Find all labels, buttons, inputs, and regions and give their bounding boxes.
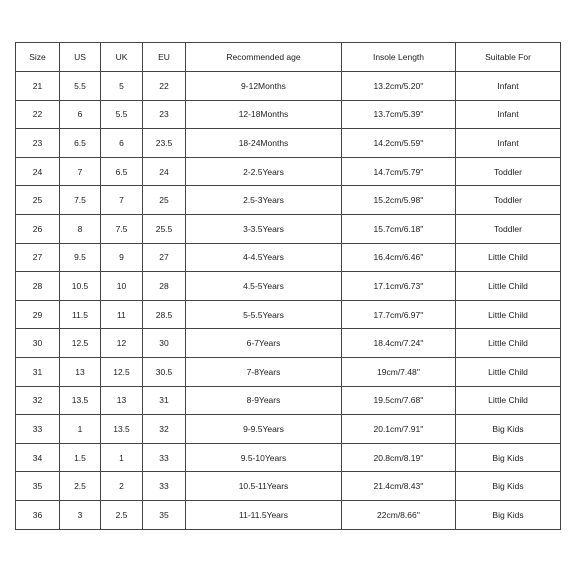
cell-us: 10.5: [60, 272, 101, 301]
cell-eu: 33: [143, 443, 186, 472]
cell-recommended-age: 9-9.5Years: [186, 415, 342, 444]
cell-size: 26: [16, 214, 60, 243]
cell-recommended-age: 4-4.5Years: [186, 243, 342, 272]
cell-suitable-for: Big Kids: [456, 443, 561, 472]
cell-eu: 28.5: [143, 300, 186, 329]
cell-insole-length: 15.7cm/6.18'': [342, 214, 456, 243]
table-body: [16, 72, 561, 530]
cell-eu: 30: [143, 329, 186, 358]
cell-insole-length: 22cm/8.66'': [342, 500, 456, 529]
table-row: [16, 272, 561, 301]
cell-eu: 23: [143, 100, 186, 129]
cell-insole-length: 19cm/7.48'': [342, 357, 456, 386]
cell-uk: 2: [101, 472, 143, 501]
cell-recommended-age: 7-8Years: [186, 357, 342, 386]
cell-size: 30: [16, 329, 60, 358]
cell-insole-length: 13.7cm/5.39'': [342, 100, 456, 129]
cell-size: 21: [16, 72, 60, 101]
cell-us: 13.5: [60, 386, 101, 415]
cell-recommended-age: 18-24Months: [186, 129, 342, 158]
cell-uk: 7.5: [101, 214, 143, 243]
cell-size: 29: [16, 300, 60, 329]
cell-us: 2.5: [60, 472, 101, 501]
cell-size: 32: [16, 386, 60, 415]
cell-eu: 32: [143, 415, 186, 444]
cell-suitable-for: Little Child: [456, 243, 561, 272]
cell-recommended-age: 2-2.5Years: [186, 157, 342, 186]
cell-size: 24: [16, 157, 60, 186]
table-row: [16, 157, 561, 186]
cell-us: 7: [60, 157, 101, 186]
table-row: [16, 186, 561, 215]
cell-eu: 25.5: [143, 214, 186, 243]
cell-eu: 35: [143, 500, 186, 529]
cell-uk: 13.5: [101, 415, 143, 444]
cell-uk: 13: [101, 386, 143, 415]
cell-us: 8: [60, 214, 101, 243]
cell-uk: 5: [101, 72, 143, 101]
cell-us: 1.5: [60, 443, 101, 472]
table-row: [16, 214, 561, 243]
cell-eu: 22: [143, 72, 186, 101]
cell-suitable-for: Big Kids: [456, 472, 561, 501]
cell-suitable-for: Little Child: [456, 300, 561, 329]
cell-insole-length: 14.7cm/5.79'': [342, 157, 456, 186]
cell-uk: 12.5: [101, 357, 143, 386]
cell-size: 27: [16, 243, 60, 272]
table-row: [16, 472, 561, 501]
cell-size: 25: [16, 186, 60, 215]
table-row: [16, 72, 561, 101]
cell-uk: 1: [101, 443, 143, 472]
cell-uk: 6.5: [101, 157, 143, 186]
cell-size: 22: [16, 100, 60, 129]
cell-recommended-age: 3-3.5Years: [186, 214, 342, 243]
cell-recommended-age: 9-12Months: [186, 72, 342, 101]
cell-us: 1: [60, 415, 101, 444]
cell-eu: 31: [143, 386, 186, 415]
cell-us: 7.5: [60, 186, 101, 215]
cell-suitable-for: Toddler: [456, 186, 561, 215]
cell-uk: 6: [101, 129, 143, 158]
cell-eu: 24: [143, 157, 186, 186]
cell-uk: 11: [101, 300, 143, 329]
cell-us: 3: [60, 500, 101, 529]
cell-recommended-age: 10.5-11Years: [186, 472, 342, 501]
cell-suitable-for: Infant: [456, 72, 561, 101]
cell-suitable-for: Little Child: [456, 386, 561, 415]
cell-insole-length: 15.2cm/5.98'': [342, 186, 456, 215]
cell-size: 35: [16, 472, 60, 501]
cell-us: 6.5: [60, 129, 101, 158]
cell-suitable-for: Little Child: [456, 272, 561, 301]
cell-insole-length: 16.4cm/6.46'': [342, 243, 456, 272]
cell-us: 9.5: [60, 243, 101, 272]
table-row: [16, 415, 561, 444]
table-row: [16, 329, 561, 358]
cell-recommended-age: 5-5.5Years: [186, 300, 342, 329]
cell-us: 11.5: [60, 300, 101, 329]
cell-suitable-for: Little Child: [456, 329, 561, 358]
header-uk: UK: [101, 43, 143, 72]
cell-uk: 12: [101, 329, 143, 358]
header-recommended-age: Recommended age: [186, 43, 342, 72]
cell-suitable-for: Big Kids: [456, 500, 561, 529]
header-insole-length: Insole Length: [342, 43, 456, 72]
cell-eu: 30.5: [143, 357, 186, 386]
cell-insole-length: 18.4cm/7.24'': [342, 329, 456, 358]
cell-suitable-for: Toddler: [456, 214, 561, 243]
table-row: [16, 129, 561, 158]
cell-size: 33: [16, 415, 60, 444]
cell-insole-length: 14.2cm/5.59'': [342, 129, 456, 158]
cell-recommended-age: 2.5-3Years: [186, 186, 342, 215]
cell-uk: 2.5: [101, 500, 143, 529]
cell-uk: 10: [101, 272, 143, 301]
cell-insole-length: 19.5cm/7.68'': [342, 386, 456, 415]
cell-size: 31: [16, 357, 60, 386]
cell-us: 13: [60, 357, 101, 386]
table-row: [16, 100, 561, 129]
cell-insole-length: 13.2cm/5.20'': [342, 72, 456, 101]
table-header-row: [16, 43, 561, 72]
cell-eu: 28: [143, 272, 186, 301]
cell-insole-length: 20.1cm/7.91'': [342, 415, 456, 444]
cell-recommended-age: 6-7Years: [186, 329, 342, 358]
cell-recommended-age: 9.5-10Years: [186, 443, 342, 472]
cell-us: 5.5: [60, 72, 101, 101]
cell-recommended-age: 4.5-5Years: [186, 272, 342, 301]
header-size: Size: [16, 43, 60, 72]
cell-eu: 23.5: [143, 129, 186, 158]
cell-recommended-age: 8-9Years: [186, 386, 342, 415]
size-chart-table: [15, 42, 561, 530]
cell-size: 28: [16, 272, 60, 301]
table-row: [16, 243, 561, 272]
table-row: [16, 357, 561, 386]
cell-insole-length: 17.7cm/6.97'': [342, 300, 456, 329]
cell-eu: 33: [143, 472, 186, 501]
cell-recommended-age: 11-11.5Years: [186, 500, 342, 529]
cell-size: 23: [16, 129, 60, 158]
cell-uk: 5.5: [101, 100, 143, 129]
cell-suitable-for: Little Child: [456, 357, 561, 386]
cell-uk: 9: [101, 243, 143, 272]
cell-insole-length: 21.4cm/8.43'': [342, 472, 456, 501]
table-row: [16, 386, 561, 415]
cell-insole-length: 17.1cm/6.73'': [342, 272, 456, 301]
cell-eu: 25: [143, 186, 186, 215]
cell-uk: 7: [101, 186, 143, 215]
cell-suitable-for: Infant: [456, 100, 561, 129]
cell-suitable-for: Big Kids: [456, 415, 561, 444]
cell-recommended-age: 12-18Months: [186, 100, 342, 129]
cell-size: 34: [16, 443, 60, 472]
table-row: [16, 443, 561, 472]
table-row: [16, 300, 561, 329]
table-row: [16, 500, 561, 529]
header-suitable-for: Suitable For: [456, 43, 561, 72]
header-us: US: [60, 43, 101, 72]
cell-us: 12.5: [60, 329, 101, 358]
cell-suitable-for: Toddler: [456, 157, 561, 186]
cell-insole-length: 20.8cm/8.19'': [342, 443, 456, 472]
cell-size: 36: [16, 500, 60, 529]
cell-suitable-for: Infant: [456, 129, 561, 158]
cell-us: 6: [60, 100, 101, 129]
cell-eu: 27: [143, 243, 186, 272]
header-eu: EU: [143, 43, 186, 72]
